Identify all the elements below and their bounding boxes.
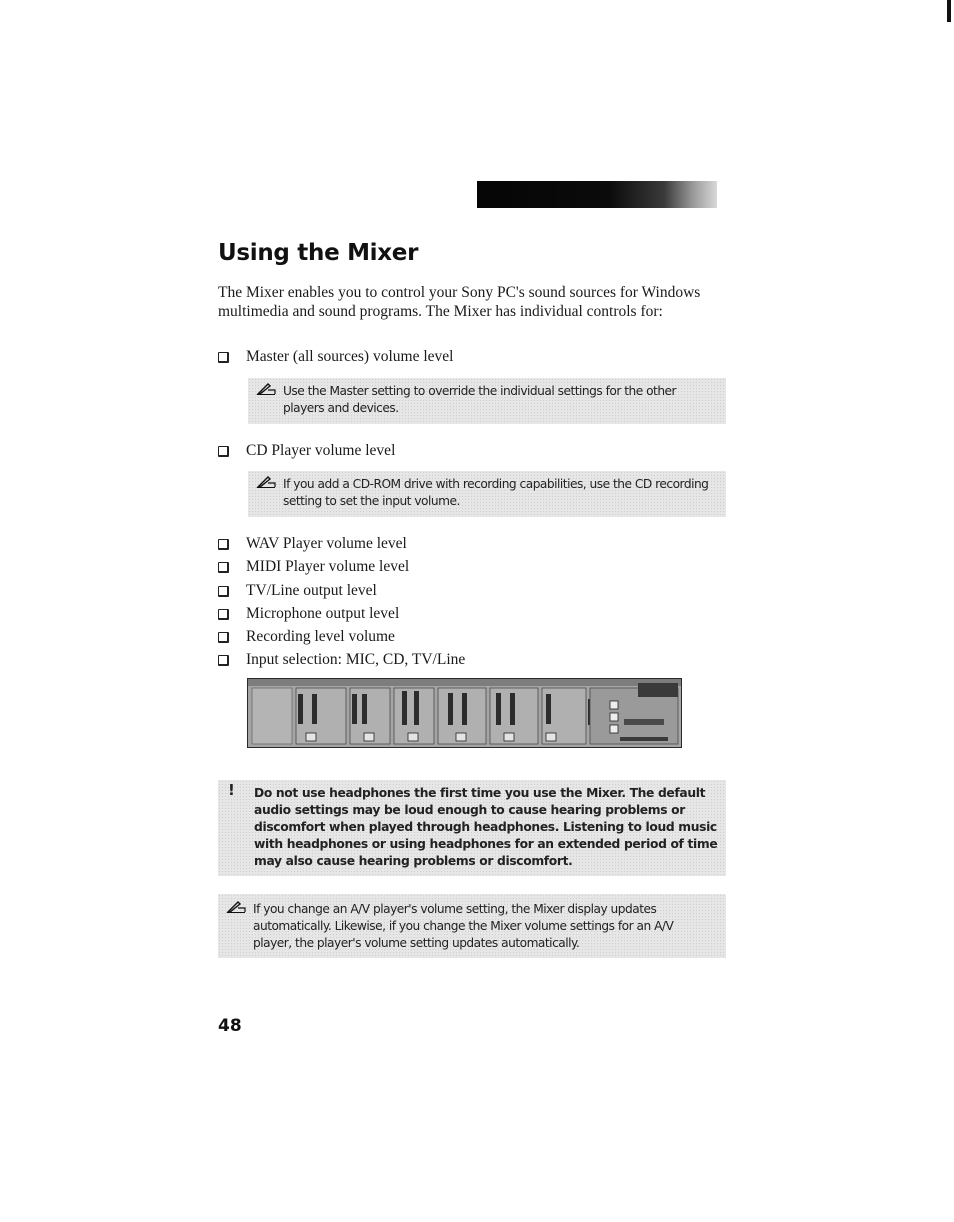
mixer-screenshot bbox=[247, 678, 682, 748]
pencil-note-icon bbox=[226, 900, 246, 913]
checkbox-icon bbox=[218, 609, 229, 620]
page-title: Using the Mixer bbox=[218, 240, 419, 266]
checkbox-icon bbox=[218, 586, 229, 597]
list-item: WAV Player volume level bbox=[218, 532, 718, 555]
intro-paragraph: The Mixer enables you to control your Sony PC's sound sources for Windows multimedia and sound programs. The Mixer has individual controls for: bbox=[218, 284, 701, 320]
list-item: TV/Line output level bbox=[218, 579, 718, 602]
note-master: Use the Master setting to override the individual settings for the other players and devices. bbox=[248, 378, 726, 424]
checkbox-icon bbox=[218, 562, 229, 573]
list-item: Master (all sources) volume level bbox=[218, 345, 718, 368]
pencil-note-icon bbox=[256, 475, 276, 488]
headphone-warning: ! Do not use headphones the first time you use the Mixer. The default audio settings may be loud enough to cause hearing problems or discomfort when played through headphones. Listening to loud music with headphones or using headphones for an extended period of time may also cause hearing problems or discomfort. bbox=[218, 780, 726, 876]
checkbox-icon bbox=[218, 655, 229, 666]
chapter-header-bar bbox=[477, 181, 717, 208]
list-item: Input selection: MIC, CD, TV/Line bbox=[218, 648, 718, 671]
list-item: MIDI Player volume level bbox=[218, 555, 718, 578]
list-item: Recording level volume bbox=[218, 625, 718, 648]
control-list-1 bbox=[218, 345, 718, 368]
note-av-player-sync: If you change an A/V player's volume setting, the Mixer display updates automatically. Likewise, if you change the Mixer volume settings for an A/V player, the player's volume setting updates automatically. bbox=[218, 894, 726, 958]
list-item: Microphone output level bbox=[218, 602, 718, 625]
checkbox-icon bbox=[218, 352, 229, 363]
control-list-2 bbox=[218, 439, 718, 462]
checkbox-icon bbox=[218, 539, 229, 550]
checkbox-icon bbox=[218, 446, 229, 457]
note-cd-recording: If you add a CD-ROM drive with recording capabilities, use the CD recording setting to set the input volume. bbox=[248, 471, 726, 517]
control-list-3 bbox=[218, 532, 718, 672]
mixer-panel-illustration bbox=[248, 679, 681, 747]
page-edge-mark bbox=[947, 0, 951, 22]
page-number: 48 bbox=[218, 1016, 242, 1036]
checkbox-icon bbox=[218, 632, 229, 643]
list-item: CD Player volume level bbox=[218, 439, 718, 462]
pencil-note-icon bbox=[256, 382, 276, 395]
input-selector-panel bbox=[590, 683, 678, 744]
exclamation-icon: ! bbox=[228, 781, 235, 799]
